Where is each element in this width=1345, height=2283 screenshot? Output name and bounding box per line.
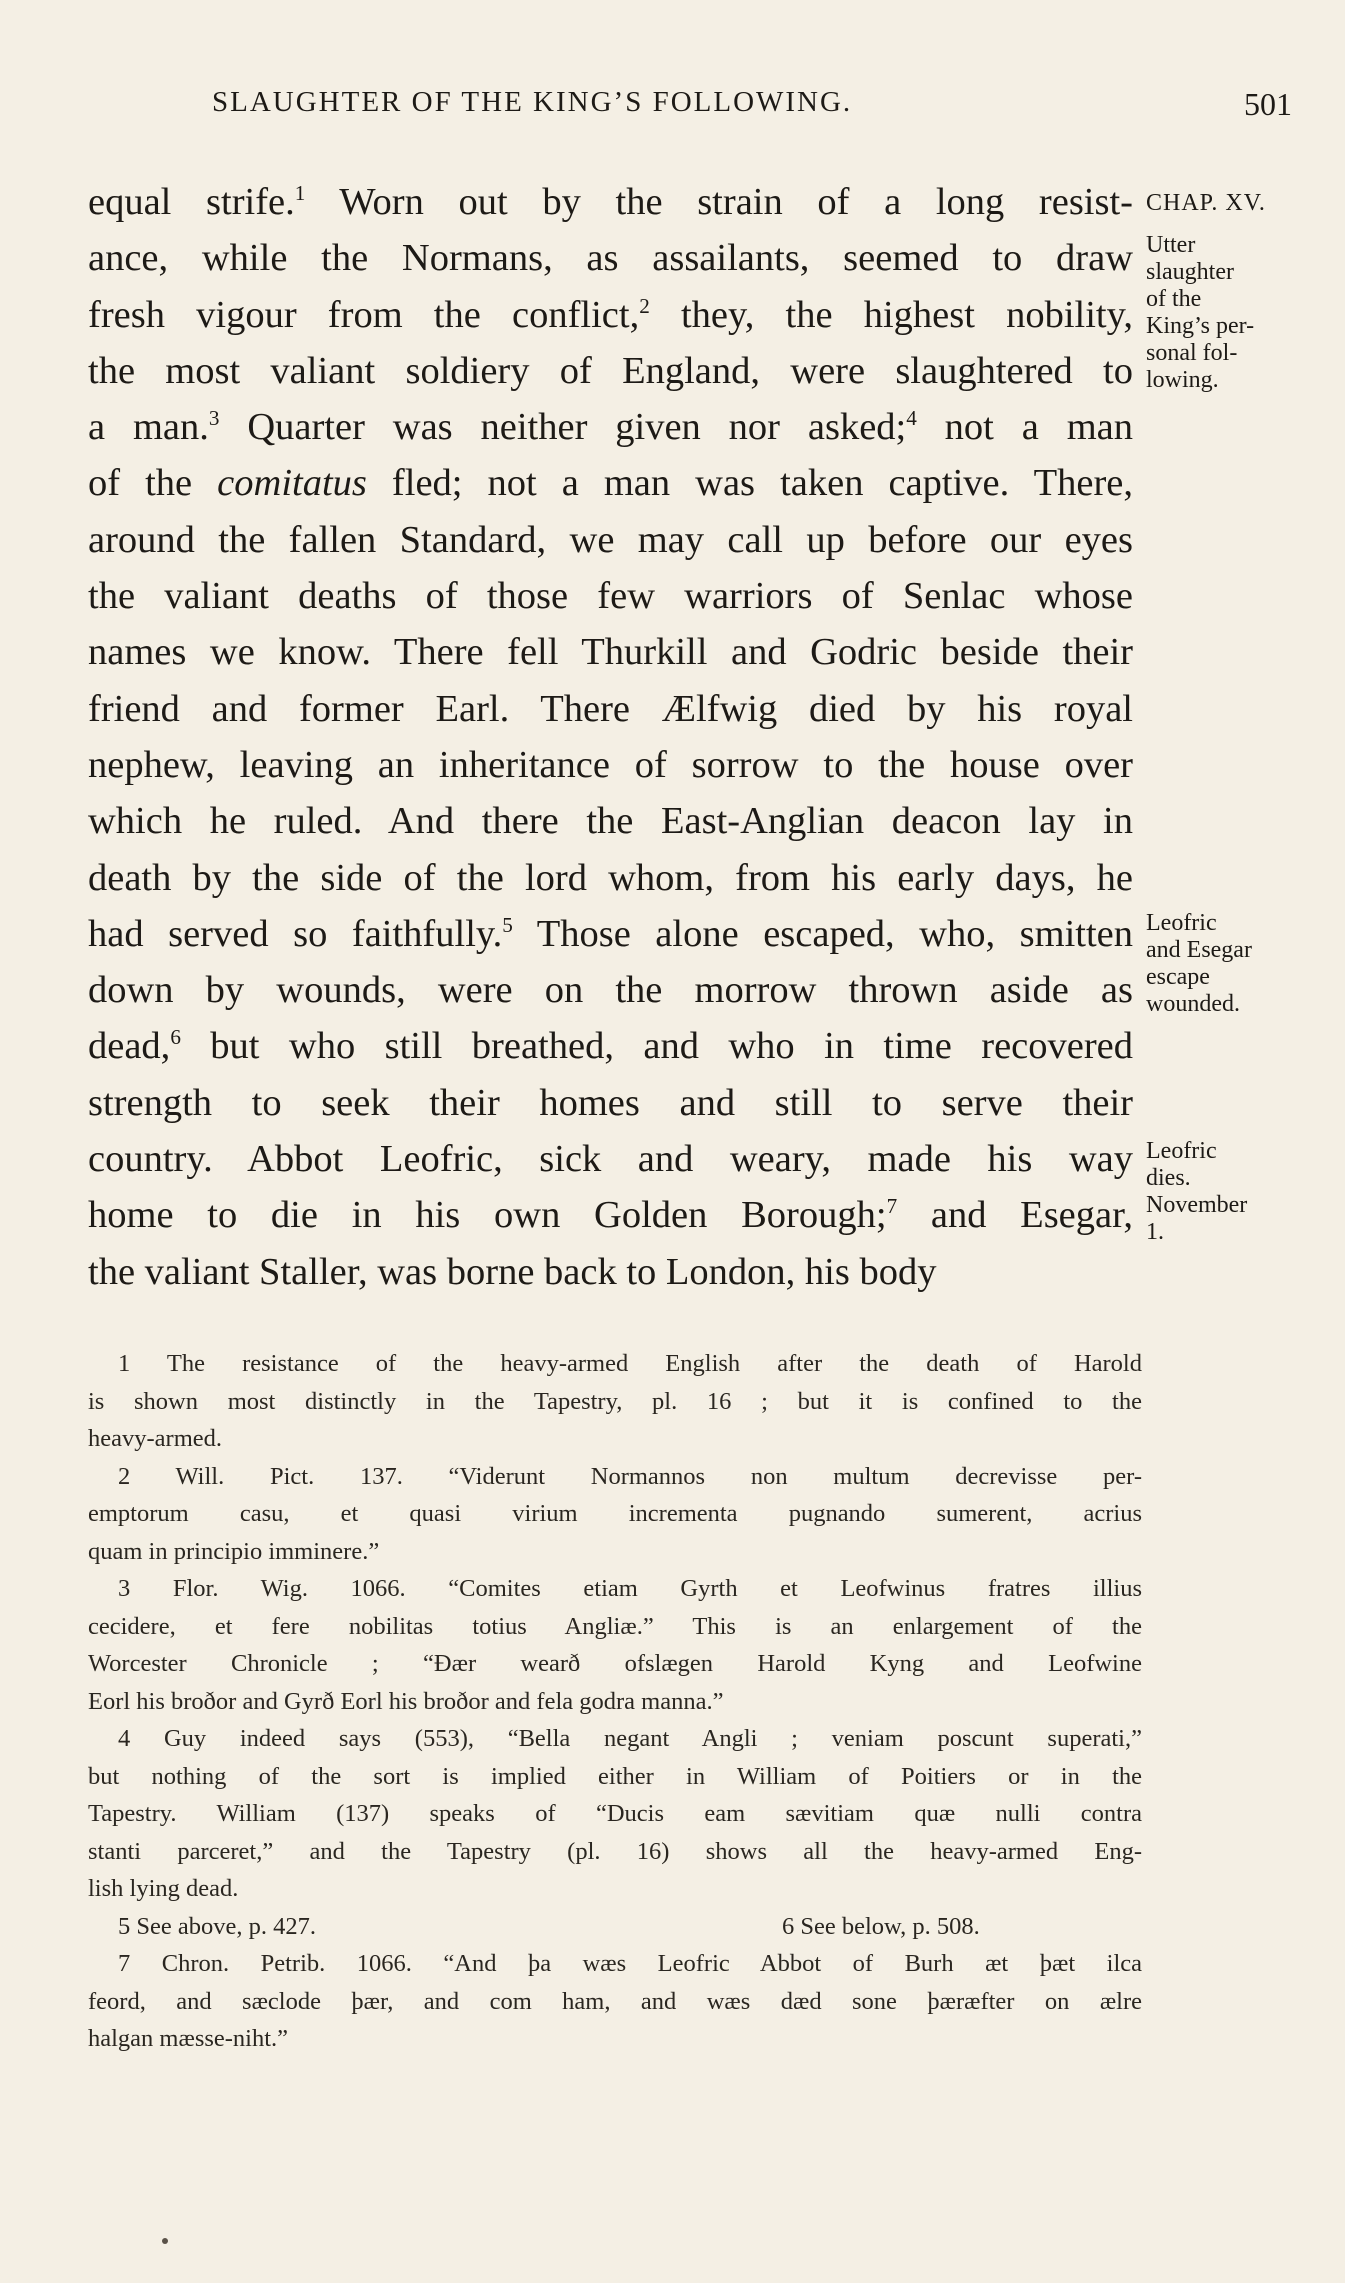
text-run: country. Abbot Leofric, sick and weary, made his way	[88, 1138, 1133, 1181]
text-run: down by wounds, were on the morrow thrown aside as	[88, 969, 1133, 1012]
footnote-pair	[88, 1908, 1142, 1946]
footnote-line: 7 Chron. Petrib. 1066. “And þa wæs Leofric Abbot of Burh æt þæt ilca	[118, 1950, 1142, 1977]
sidenote-line: 1.	[1146, 1219, 1164, 1245]
text-run: fled; not a man was taken captive. There,	[366, 462, 1133, 505]
text-line	[88, 850, 1133, 906]
text-run: not a man	[916, 406, 1133, 449]
text-run: they, the highest nobility,	[649, 293, 1133, 336]
text-line	[88, 455, 1133, 511]
text-run: the valiant Staller, was borne back to London, his body	[88, 1250, 937, 1293]
text-run: nephew, leaving an inheritance of sorrow to the house over	[88, 743, 1133, 786]
sidenote-leofric-dies	[1146, 1138, 1336, 1246]
chapter-label: CHAP. XV.	[1146, 190, 1266, 216]
footnote-line: 2 Will. Pict. 137. “Viderunt Normannos non multum decrevisse per-	[118, 1462, 1142, 1490]
main-text	[88, 174, 1133, 1300]
footnote-line: emptorum casu, et quasi virium incrementa pugnando sumerent, acrius	[88, 1500, 1142, 1527]
text-line	[88, 962, 1133, 1018]
text-run: Those alone escaped, who, smitten	[512, 912, 1133, 955]
text-line	[88, 399, 1133, 455]
text-line	[88, 1018, 1133, 1074]
text-line	[88, 681, 1133, 737]
footnote-line: Tapestry. William (137) speaks of “Ducis eam sævitiam quæ nulli contra	[88, 1800, 1142, 1827]
text-line	[88, 174, 1133, 230]
sidenote-line: Leofric	[1146, 1138, 1217, 1164]
text-line	[88, 906, 1133, 962]
text-run: which he ruled. And there the East-Anglian deacon lay in	[88, 800, 1133, 843]
running-head	[212, 86, 1292, 134]
footnote-line: feord, and sæclode þær, and com ham, and wæs dæd sone þæræfter on ælre	[88, 1987, 1142, 2015]
text-run: of the	[88, 462, 218, 505]
sidenote-line: Leofric	[1146, 910, 1217, 936]
footnote-line: 3 Flor. Wig. 1066. “Comites etiam Gyrth et Leofwinus fratres illius	[118, 1575, 1142, 1602]
footnote-line: halgan mæsse-niht.”	[88, 2025, 289, 2052]
text-line	[88, 1244, 1133, 1300]
footnote-line: is shown most distinctly in the Tapestry, pl. 16 ; but it is confined to the	[88, 1387, 1142, 1415]
text-run: the valiant deaths of those few warriors of Senlac whose	[88, 575, 1133, 618]
footnote-line: quam in principio imminere.”	[88, 1537, 380, 1565]
text-run: equal strife.	[88, 181, 295, 223]
text-line	[88, 343, 1133, 399]
sidenote-line: lowing.	[1146, 367, 1219, 393]
footnote-6: 6 See below, p. 508.	[782, 1912, 980, 1940]
footnote-line: but nothing of the sort is implied either in William of Poitiers or in the	[88, 1762, 1142, 1790]
text-run: the most valiant soldiery of England, were slaughtered to	[88, 349, 1133, 392]
footnote-line: 4 Guy indeed says (553), “Bella negant Angli ; veniam poscunt superati,”	[118, 1725, 1142, 1752]
sidenote-leofric-esegar	[1146, 910, 1336, 1018]
running-title: SLAUGHTER OF THE KING’S FOLLOWING.	[212, 86, 853, 118]
text-run: strength to seek their homes and still to serve their	[88, 1081, 1133, 1124]
sidenote-line: November	[1146, 1192, 1248, 1218]
text-run: dead,	[88, 1025, 171, 1068]
sidenote-line: and Esegar	[1146, 937, 1252, 963]
text-line	[88, 1075, 1133, 1131]
italic-term: comitatus	[217, 462, 367, 505]
text-run: Worn out by the strain of a long resist-	[305, 181, 1134, 223]
footnote-ref: 4	[906, 406, 917, 431]
text-line	[88, 737, 1133, 793]
text-line	[88, 793, 1133, 849]
sidenote-line: King’s per-	[1146, 313, 1255, 339]
footnote-line: Worcester Chronicle ; “Ðær wearð ofslægen Harold Kyng and Leofwine	[88, 1650, 1142, 1677]
sidenote-utter-slaughter	[1146, 232, 1336, 394]
footnote-5: 5 See above, p. 427.	[118, 1912, 316, 1940]
footnote-line: Eorl his broðor and Gyrð Eorl his broðor and fela godra manna.”	[88, 1687, 724, 1715]
text-line	[88, 230, 1133, 286]
ink-speck	[162, 2238, 168, 2244]
footnotes	[88, 1345, 1142, 2058]
text-line	[88, 287, 1133, 343]
text-run: death by the side of the lord whom, from his early days, he	[88, 856, 1133, 899]
footnote-line: lish lying dead.	[88, 1875, 239, 1902]
text-run: had served so faithfully.	[88, 912, 503, 955]
text-run: but who still breathed, and who in time recovered	[180, 1025, 1133, 1068]
sidenote-line: sonal fol-	[1146, 340, 1238, 366]
footnote-ref: 3	[208, 406, 220, 431]
footnote-line: stanti parceret,” and the Tapestry (pl. 16) shows all the heavy-armed Eng-	[88, 1837, 1142, 1865]
text-run: fresh vigour from the conflict,	[88, 293, 640, 336]
sidenote-line: slaughter	[1146, 259, 1234, 285]
footnote-line: heavy-armed.	[88, 1425, 222, 1452]
text-run: ance, while the Normans, as assailants, seemed to draw	[88, 237, 1133, 280]
page-number: 501	[1244, 86, 1292, 122]
text-run: friend and former Earl. There Ælfwig died by his royal	[88, 687, 1133, 730]
text-run: and Esegar,	[897, 1194, 1134, 1237]
footnote-ref: 5	[502, 913, 513, 938]
text-line	[88, 1187, 1133, 1243]
text-line	[88, 568, 1133, 624]
text-run: names we know. There fell Thurkill and Godric beside their	[88, 631, 1133, 674]
footnote-ref: 7	[886, 1194, 898, 1219]
text-run: around the fallen Standard, we may call up before our eyes	[88, 518, 1133, 561]
footnote-ref: 1	[294, 181, 306, 206]
sidenote-line: dies.	[1146, 1165, 1191, 1191]
sidenote-line: of the	[1146, 286, 1202, 312]
text-run: Quarter was neither given nor asked;	[219, 406, 907, 449]
sidenote-line: escape	[1146, 964, 1210, 990]
text-run: a man.	[88, 406, 209, 449]
text-line	[88, 624, 1133, 680]
text-line	[88, 1131, 1133, 1187]
footnote-line: 1 The resistance of the heavy-armed English after the death of Harold	[118, 1350, 1142, 1377]
sidenote-chapter	[1146, 190, 1336, 217]
text-run: home to die in his own Golden Borough;	[88, 1194, 887, 1237]
footnote-line: cecidere, et fere nobilitas totius Angliæ.” This is an enlargement of the	[88, 1612, 1142, 1640]
footnote-ref: 2	[639, 293, 650, 318]
sidenote-line: Utter	[1146, 232, 1196, 258]
footnote-ref: 6	[170, 1025, 181, 1050]
text-line	[88, 512, 1133, 568]
sidenote-line: wounded.	[1146, 991, 1240, 1017]
